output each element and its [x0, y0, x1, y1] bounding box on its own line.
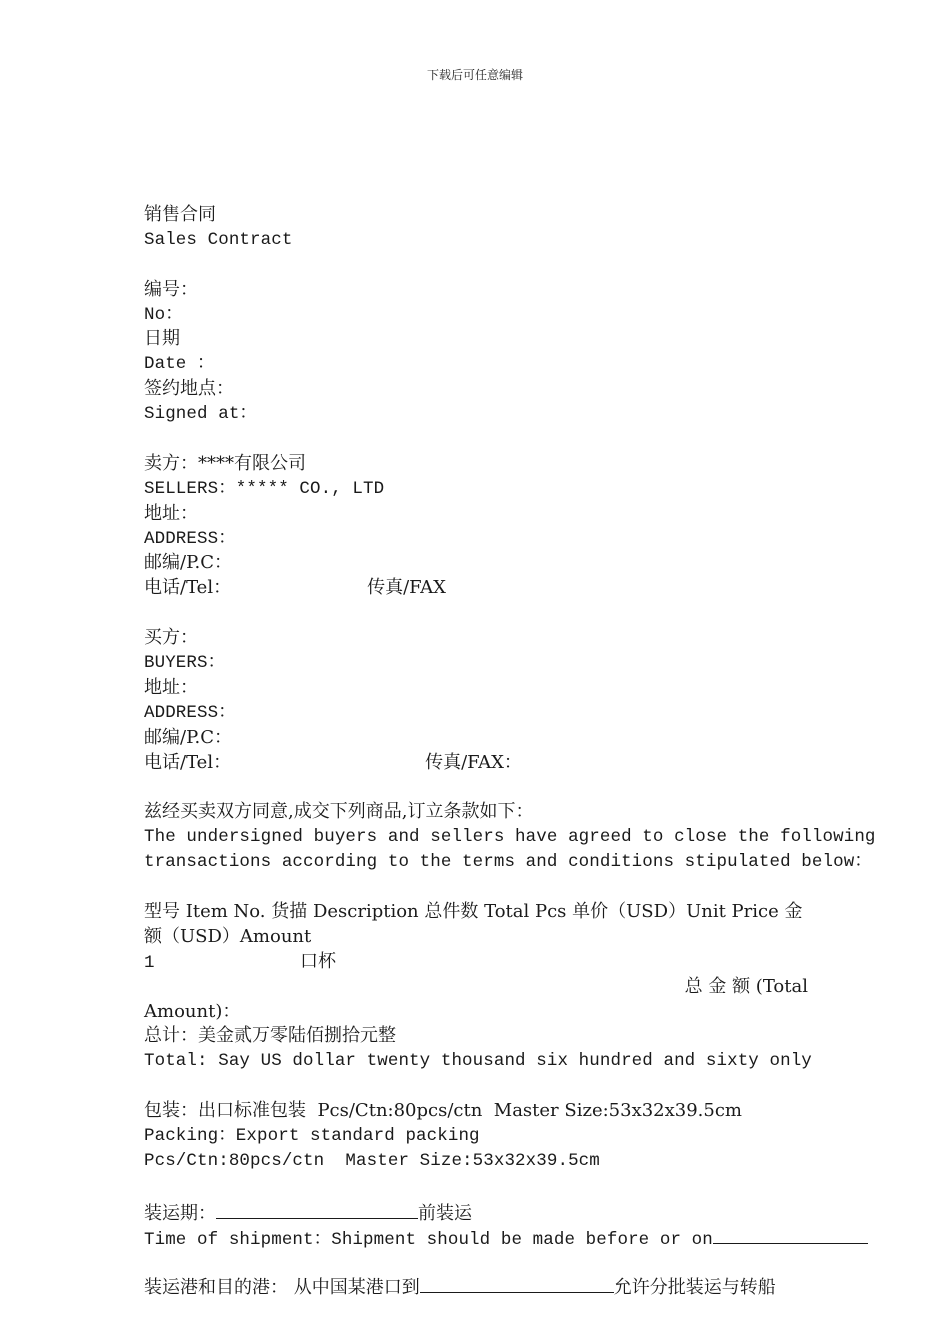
signed-at-cn: 签约地点： — [144, 378, 234, 400]
buyer-name-cn: 买方： — [144, 627, 198, 649]
seller-name-en: SELLERS：***** CO., LTD — [144, 478, 385, 499]
shipment-cn-row — [144, 1199, 808, 1224]
contract-no-cn: 编号： — [144, 278, 198, 300]
date-cn: 日期 — [144, 328, 180, 350]
packing-en-line1: Packing：Export standard packing — [144, 1125, 480, 1146]
table-header-line2: 额（USD）Amount — [144, 925, 312, 947]
item-no: 1 — [144, 952, 155, 973]
buyer-tel-fax-row — [144, 751, 808, 776]
total-amount-label-line1: 总 金 额 (Total — [684, 975, 808, 997]
shipment-en-blank[interactable] — [713, 1224, 868, 1244]
port-cn-tail: 允许分批装运与转船 — [613, 1277, 776, 1299]
total-cn: 总计：美金贰万零陆佰捌拾元整 — [144, 1025, 396, 1047]
shipment-en-text: Time of shipment：Shipment should be made before or on — [144, 1229, 713, 1250]
item-row — [144, 950, 808, 975]
title-cn: 销售合同 — [144, 204, 216, 225]
seller-address-en: ADDRESS： — [144, 528, 236, 549]
buyer-postcode: 邮编/P.C： — [144, 726, 233, 748]
seller-tel-fax-row — [144, 576, 808, 601]
seller-name-cn: 卖方：****有限公司 — [144, 452, 306, 474]
header-note: 下载后可任意编辑 — [426, 68, 523, 82]
seller-tel: 电话/Tel： — [144, 577, 232, 599]
agreement-cn: 兹经买卖双方同意,成交下列商品,订立条款如下： — [144, 801, 534, 823]
buyer-name-en: BUYERS： — [144, 653, 226, 674]
buyer-address-en: ADDRESS： — [144, 702, 236, 723]
total-amount-label-line2: Amount)： — [144, 1000, 241, 1022]
shipment-date-blank[interactable] — [216, 1199, 418, 1219]
title-en: Sales Contract — [144, 229, 293, 250]
buyer-fax: 传真/FAX： — [425, 751, 522, 773]
date-en: Date ： — [144, 354, 215, 375]
port-cn-label: 装运港和目的港： 从中国某港口到 — [144, 1277, 420, 1299]
shipment-cn-label: 装运期： — [144, 1202, 216, 1224]
total-en: Total: Say US dollar twenty thousand six hundred and sixty only — [144, 1051, 812, 1072]
seller-fax: 传真/FAX — [367, 577, 446, 599]
packing-en-line2: Pcs/Ctn:80pcs/ctn Master Size:53x32x39.5cm — [144, 1150, 600, 1171]
item-description: 口杯 — [300, 950, 336, 972]
destination-port-blank[interactable] — [420, 1273, 614, 1293]
signed-at-en: Signed at： — [144, 404, 258, 425]
port-cn-row — [144, 1273, 808, 1298]
seller-address-cn: 地址： — [144, 502, 198, 524]
shipment-en-row — [144, 1224, 808, 1249]
table-header-line1: 型号 Item No. 货描 Description 总件数 Total Pcs 单价（USD）Unit Price 金 — [144, 900, 803, 922]
shipment-cn-tail: 前装运 — [418, 1202, 472, 1224]
agreement-en-line1: The undersigned buyers and sellers have agreed to close the following — [144, 827, 876, 848]
packing-cn: 包装：出口标准包装 Pcs/Ctn:80pcs/ctn Master Size:53x32x39.5cm — [144, 1100, 742, 1122]
buyer-tel: 电话/Tel： — [144, 751, 232, 773]
buyer-address-cn: 地址： — [144, 676, 198, 698]
seller-postcode: 邮编/P.C： — [144, 552, 233, 574]
contract-no-en: No： — [144, 304, 183, 325]
contract-body — [144, 203, 876, 1299]
agreement-en-line2: transactions according to the terms and conditions stipulated below： — [144, 852, 872, 873]
